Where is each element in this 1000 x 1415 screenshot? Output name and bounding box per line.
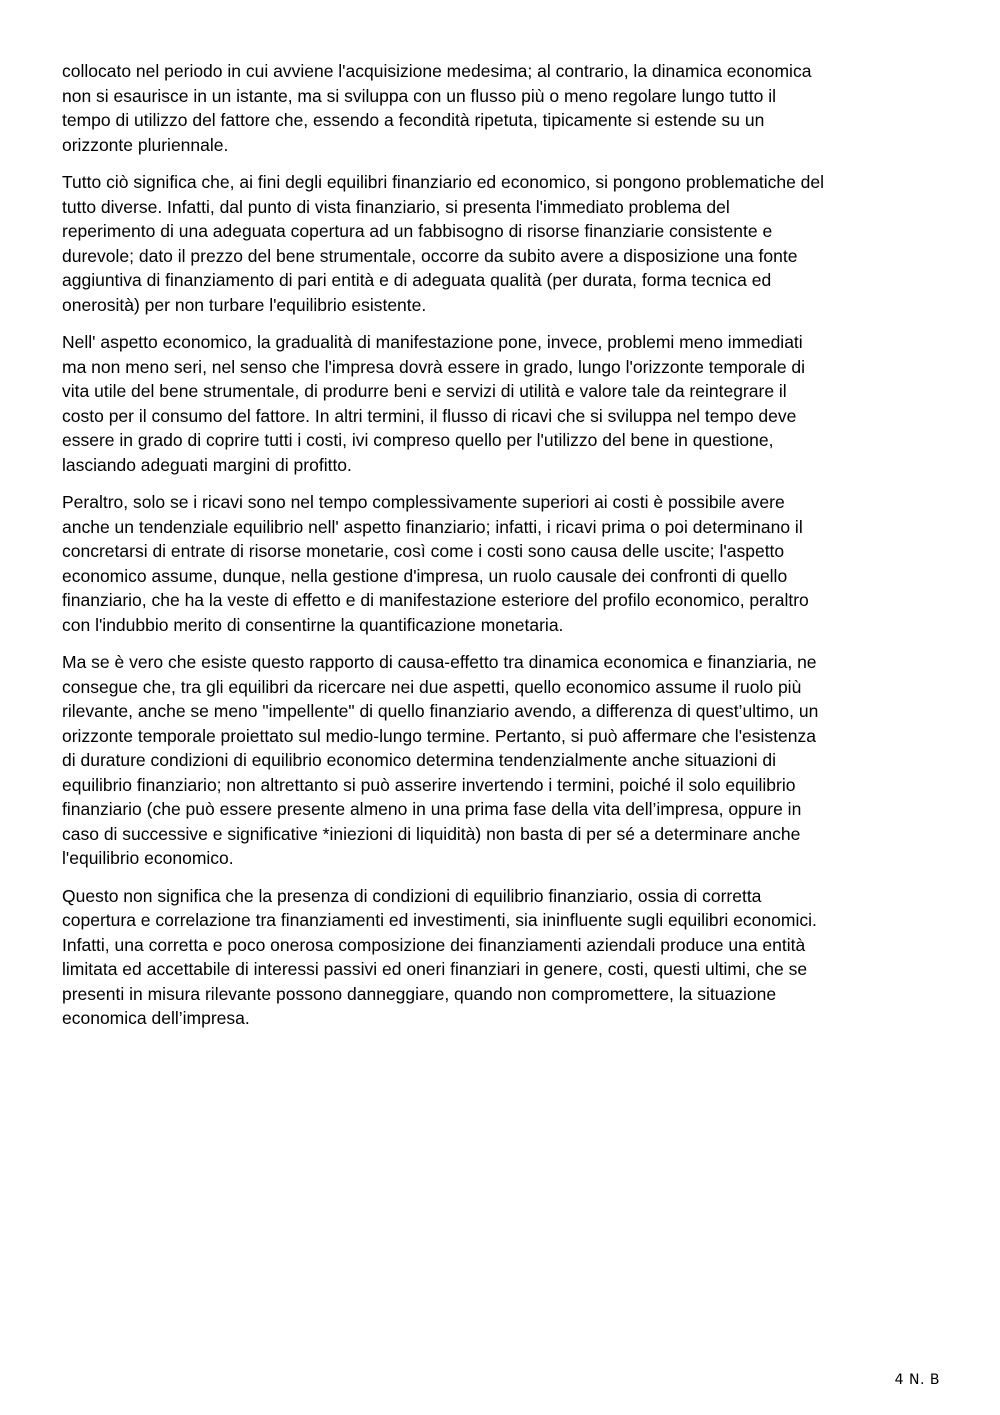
page-number: 4 N. B: [894, 1372, 940, 1388]
paragraph-4: [62, 490, 942, 637]
text-line: l'equilibrio economico.: [62, 848, 234, 868]
text-line: costo per il consumo del fattore. In altri termini, il flusso di ricavi che si sviluppa nel tempo deve: [62, 405, 797, 426]
text-line: presenti in misura rilevante possono danneggiare, quando non compromettere, la situazione: [62, 983, 777, 1004]
text-line: equilibrio finanziario; non altrettanto si può asserire invertendo i termini, poiché il solo equilibrio: [62, 774, 796, 795]
text-line: economico assume, dunque, nella gestione d'impresa, un ruolo causale dei confronti di quello: [62, 565, 788, 586]
text-line: orizzonte temporale proiettato sul medio-lungo termine. Pertanto, si può affermare che l'esistenza: [62, 725, 816, 746]
text-line: vita utile del bene strumentale, di produrre beni e servizi di utilità e valore tale da reintegrare il: [62, 381, 787, 401]
text-line: onerosità) per non turbare l'equilibrio esistente.: [62, 294, 427, 315]
text-line: tempo di utilizzo del fattore che, essendo a fecondità ripetuta, tipicamente si estende su un: [62, 110, 765, 130]
text-line: Infatti, una corretta e poco onerosa composizione dei finanziamenti aziendali produce una entità: [62, 934, 806, 955]
text-line: Tutto ciò significa che, ai fini degli equilibri finanziario ed economico, si pongono problematiche del: [62, 172, 825, 192]
text-line: reperimento di una adeguata copertura ad un fabbisogno di risorse finanziarie consistente e: [62, 221, 773, 241]
text-line: Questo non significa che la presenza di condizioni di equilibrio finanziario, ossia di corretta: [62, 885, 762, 906]
text-line: tutto diverse. Infatti, dal punto di vista finanziario, si presenta l'immediato problema del: [62, 196, 730, 217]
text-line: finanziario, che ha la veste di effetto e di manifestazione esteriore del profilo economico, peraltro: [62, 590, 809, 610]
text-line: finanziario (che può essere presente almeno in una prima fase della vita dell’impresa, oppure in: [62, 799, 802, 819]
text-line: collocato nel periodo in cui avviene l'acquisizione medesima; al contrario, la dinamica economica: [62, 61, 812, 81]
text-line: aggiuntiva di finanziamento di pari entità e di adeguata qualità (per durata, forma tecnica ed: [62, 270, 772, 290]
text-line: di durature condizioni di equilibrio economico determina tendenzialmente anche situazioni di: [62, 750, 777, 770]
text-line: Nell' aspetto economico, la gradualità di manifestazione pone, invece, problemi meno immediati: [62, 332, 803, 352]
text-line: concretarsi di entrate di risorse monetarie, così come i costi sono causa delle uscite; l'aspetto: [62, 541, 785, 561]
paragraph-3: [62, 330, 942, 477]
text-line: caso di successive e significative *iniezioni di liquidità) non basta di per sé a determinare anche: [62, 823, 801, 844]
text-line: durevole; dato il prezzo del bene strumentale, occorre da subito avere a disposizione una fonte: [62, 245, 798, 266]
text-line: anche un tendenziale equilibrio nell' aspetto finanziario; infatti, i ricavi prima o poi determinano il: [62, 516, 803, 537]
text-line: Ma se è vero che esiste questo rapporto di causa-effetto tra dinamica economica e finanziaria, ne: [62, 652, 817, 672]
text-line: ma non meno seri, nel senso che l'impresa dovrà essere in grado, lungo l'orizzonte temporale di: [62, 356, 806, 377]
body-text: [62, 59, 942, 1044]
text-line: lasciando adeguati margini di profitto.: [62, 454, 352, 475]
text-line: limitata ed accettabile di interessi passivi ed oneri finanziari in genere, costi, questi ultimi, che se: [62, 959, 808, 979]
paragraph-2: [62, 170, 942, 317]
text-line: non si esaurisce in un istante, ma si sviluppa con un flusso più o meno regolare lungo tutto il: [62, 85, 777, 106]
text-line: con l'indubbio merito di consentirne la quantificazione monetaria.: [62, 614, 564, 635]
paragraph-6: [62, 884, 942, 1031]
text-line: consegue che, tra gli equilibri da ricercare nei due aspetti, quello economico assume il ruolo più: [62, 676, 802, 697]
paragraph-1: [62, 59, 942, 157]
text-line: Peraltro, solo se i ricavi sono nel tempo complessivamente superiori ai costi è possibile avere: [62, 492, 785, 512]
paragraph-5: [62, 650, 942, 871]
text-line: essere in grado di coprire tutti i costi, ivi compreso quello per l'utilizzo del bene in questione,: [62, 430, 774, 450]
text-line: orizzonte pluriennale.: [62, 134, 229, 155]
text-line: economica dell’impresa.: [62, 1008, 250, 1028]
text-line: copertura e correlazione tra finanziamenti ed investimenti, sia ininfluente sugli equilibri economici.: [62, 910, 817, 930]
text-line: rilevante, anche se meno "impellente" di quello finanziario avendo, a differenza di quest’ultimo, un: [62, 701, 819, 721]
